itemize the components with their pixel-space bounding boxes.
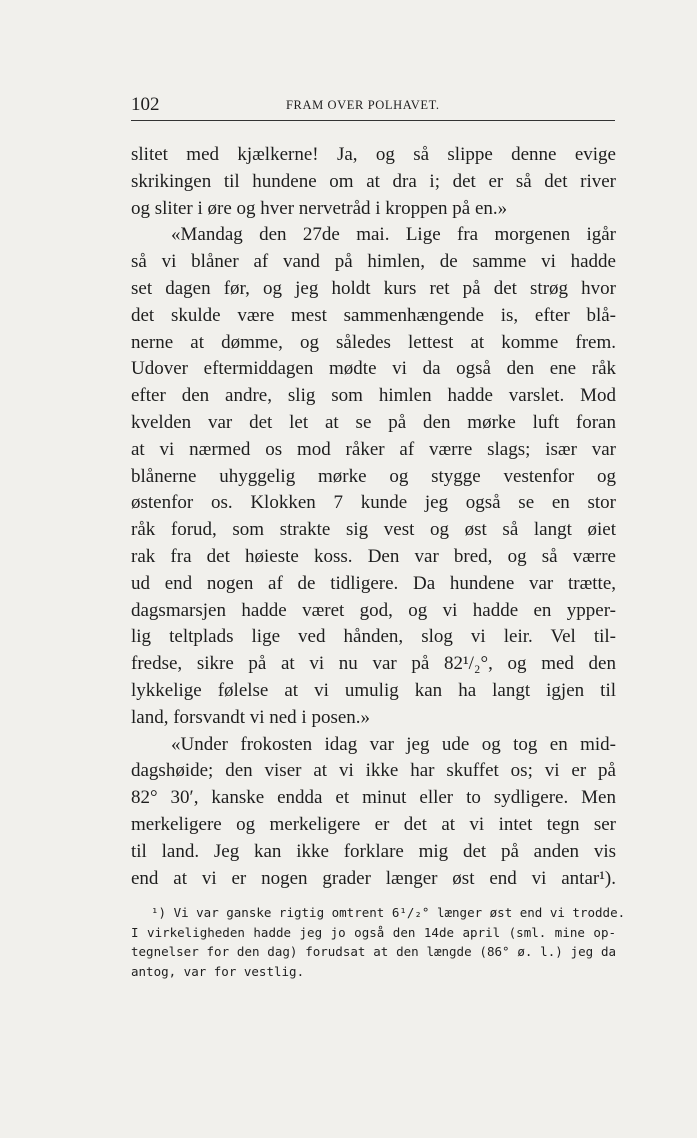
- text-line: 82° 30′, kanske endda et minut eller to sydligere. Men: [131, 787, 616, 809]
- footnote: [131, 903, 626, 981]
- text-line: dagshøide; den viser at vi ikke har skuffet os; vi er på: [131, 760, 616, 782]
- text-line: «Under frokosten idag var jeg ude og tog en mid-: [171, 733, 616, 755]
- text-line: skrikingen til hundene om at dra i; det er så det river: [131, 170, 616, 192]
- text-line: blånerne uhyggelig mørke og stygge vestenfor og: [131, 465, 616, 487]
- text-line: kvelden var det let at se på den mørke luft foran: [131, 411, 616, 433]
- text-line: fredse, sikre på at vi nu var på 82¹/₂°, og med den: [131, 653, 616, 675]
- text-line: ud end nogen af de tidligere. Da hundene var trætte,: [131, 572, 616, 594]
- page-number: 102: [131, 94, 160, 115]
- text-line: rak fra det høieste koss. Den var bred, og så værre: [131, 545, 616, 567]
- text-line: nerne at dømme, og således lettest at komme frem.: [131, 331, 616, 353]
- text-line: merkeligere og merkeligere er det at vi intet tegn ser: [131, 813, 616, 835]
- text-line: til land. Jeg kan ikke forklare mig det på anden vis: [131, 840, 616, 862]
- text-line: lig teltplads lige ved hånden, slog vi leir. Vel til-: [131, 626, 616, 648]
- footnote-line: tegnelser for den dag) forudsat at den længde (86° ø. l.) jeg da: [131, 944, 616, 959]
- text-line: set dagen før, og jeg holdt kurs ret på det strøg hvor: [131, 277, 616, 299]
- footnote-line: antog, var for vestlig.: [131, 963, 305, 979]
- page-header: [131, 94, 615, 121]
- text-line: end at vi er nogen grader længer øst end vi antar¹).: [131, 867, 616, 889]
- text-line: «Mandag den 27de mai. Lige fra morgenen igår: [171, 224, 616, 246]
- text-line: land, forsvandt vi ned i posen.»: [131, 706, 371, 728]
- text-line: Udover eftermiddagen mødte vi da også den ene råk: [131, 358, 616, 380]
- text-line: dagsmarsjen hadde været god, og vi hadde en ypper-: [131, 599, 616, 621]
- text-line: det skulde være mest sammenhængende is, efter blå-: [131, 304, 616, 326]
- text-line: at vi nærmed os mod råker af værre slags; især var: [131, 438, 616, 460]
- footnote-line: I virkeligheden hadde jeg jo også den 14de april (sml. mine op-: [131, 924, 616, 940]
- text-line: efter den andre, slig som himlen hadde varslet. Mod: [131, 385, 616, 407]
- text-line: så vi blåner af vand på himlen, de samme vi hadde: [131, 251, 616, 273]
- text-line: og sliter i øre og hver nervetråd i kroppen på en.»: [131, 197, 508, 219]
- text-line: råk forud, som strakte sig vest og øst så langt øiet: [131, 519, 616, 541]
- running-title: FRAM OVER POLHAVET.: [286, 98, 440, 112]
- text-line: slitet med kjælkerne! Ja, og så slippe denne evige: [131, 144, 616, 165]
- text-line: lykkelige følelse at vi umulig kan ha langt igjen til: [131, 679, 616, 701]
- footnote-line: ¹) Vi var ganske rigtig omtrent 6¹/₂° længer øst end vi trodde.: [151, 905, 626, 920]
- text-line: østenfor os. Klokken 7 kunde jeg også se en stor: [131, 492, 616, 514]
- body-text: [131, 142, 616, 892]
